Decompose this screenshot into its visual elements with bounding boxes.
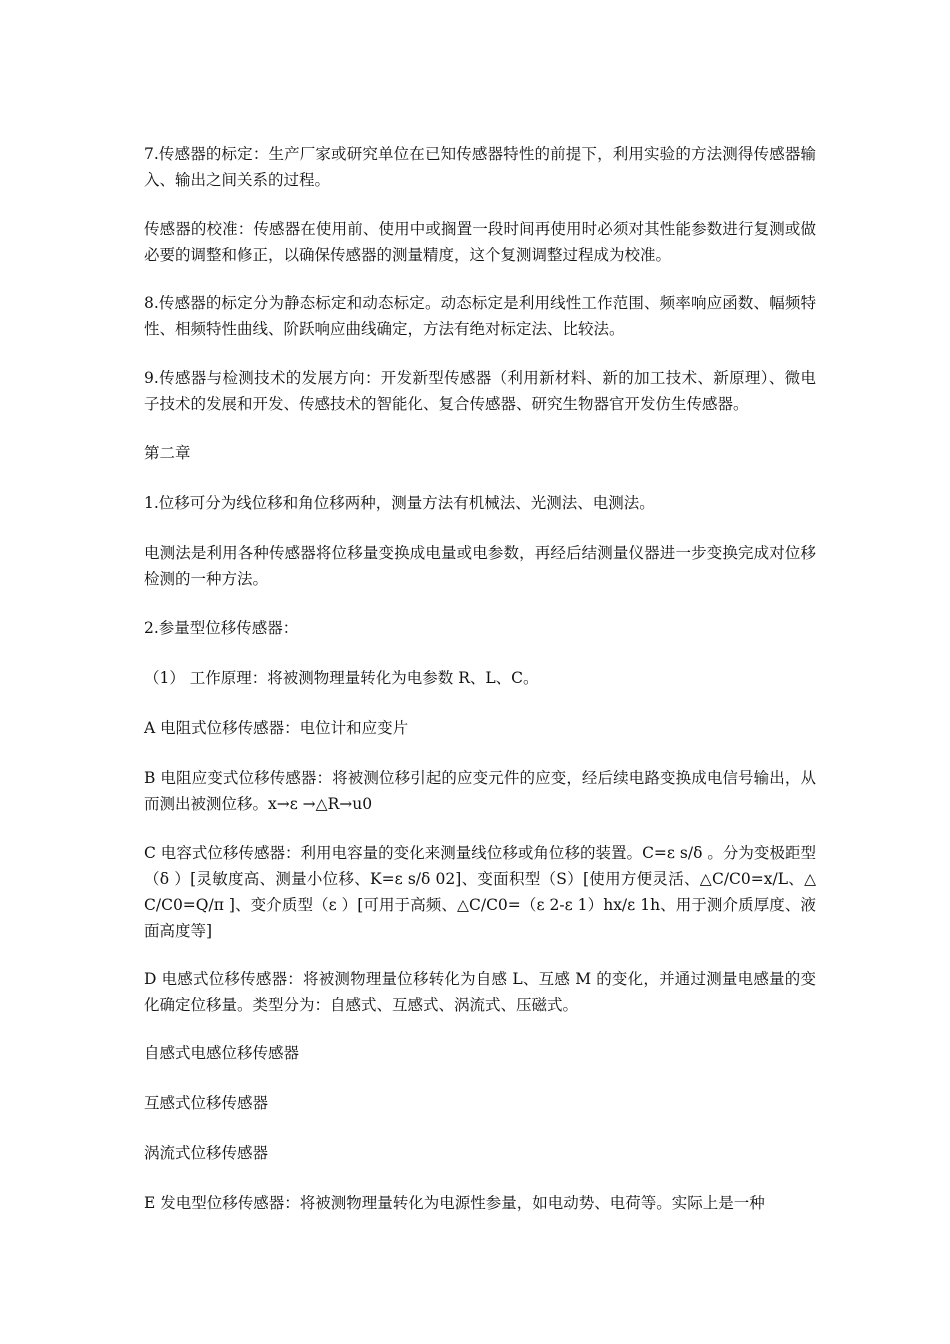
paragraph-mutual-inductive: 互感式位移传感器 bbox=[144, 1094, 269, 1112]
paragraph-generator-sensor: E 发电型位移传感器：将被测物理量转化为电源性参量，如电动势、电荷等。实际上是一种 bbox=[144, 1194, 765, 1212]
paragraph-working-principle: （1） 工作原理：将被测物理量转化为电参数 R、L、C。 bbox=[144, 669, 539, 687]
paragraph-parametric-sensor-title: 2.参量型位移传感器： bbox=[144, 619, 299, 637]
paragraph-eddy-current: 涡流式位移传感器 bbox=[144, 1144, 269, 1162]
paragraph-inductive-sensor: D 电感式位移传感器：将被测物理量位移转化为自感 L、互感 M 的变化，并通过测量电感量的变化确定位移量。类型分为：自感式、互感式、涡流式、压磁式。 bbox=[144, 970, 816, 1014]
paragraph-strain-sensor: B 电阻应变式位移传感器：将被测位移引起的应变元件的应变，经后续电路变换成电信号输出，从而测出被测位移。x→ε →△R→u0 bbox=[144, 769, 816, 813]
paragraph-self-inductive: 自感式电感位移传感器 bbox=[144, 1044, 300, 1062]
chapter-heading: 第二章 bbox=[144, 444, 191, 462]
paragraph-development-direction: 9.传感器与检测技术的发展方向：开发新型传感器（利用新材料、新的加工技术、新原理）、微电子技术的发展和开发、传感技术的智能化、复合传感器、研究生物器官开发仿生传感器。 bbox=[144, 369, 816, 413]
paragraph-resistive-sensor: A 电阻式位移传感器：电位计和应变片 bbox=[144, 719, 409, 737]
paragraph-displacement-types: 1.位移可分为线位移和角位移两种，测量方法有机械法、光测法、电测法。 bbox=[144, 494, 655, 512]
paragraph-static-dynamic-calibration: 8.传感器的标定分为静态标定和动态标定。动态标定是利用线性工作范围、频率响应函数、幅频特性、相频特性曲线、阶跃响应曲线确定，方法有绝对标定法、比较法。 bbox=[144, 294, 816, 338]
paragraph-calibration-definition: 7.传感器的标定：生产厂家或研究单位在已知传感器特性的前提下，利用实验的方法测得传感器输入、输出之间关系的过程。 bbox=[144, 145, 816, 189]
paragraph-electrical-method: 电测法是利用各种传感器将位移量变换成电量或电参数，再经后结测量仪器进一步变换完成对位移检测的一种方法。 bbox=[144, 544, 816, 588]
paragraph-sensor-adjustment: 传感器的校准：传感器在使用前、使用中或搁置一段时间再使用时必须对其性能参数进行复测或做必要的调整和修正，以确保传感器的测量精度，这个复测调整过程成为校准。 bbox=[144, 220, 816, 264]
paragraph-capacitive-sensor: C 电容式位移传感器：利用电容量的变化来测量线位移或角位移的装置。C=ε s/δ 。分为变极距型（δ ）[灵敏度高、测量小位移、K=ε s/δ 02]、变面积型（S）[使用方便灵活、△C/C0=x/L、△C/C0=Q/π ]、变介质型（ε ）[可用于高频、△C/C0=（ε 2-ε 1）hx/ε 1h、用于测介质厚度、液面高度等] bbox=[144, 844, 816, 940]
